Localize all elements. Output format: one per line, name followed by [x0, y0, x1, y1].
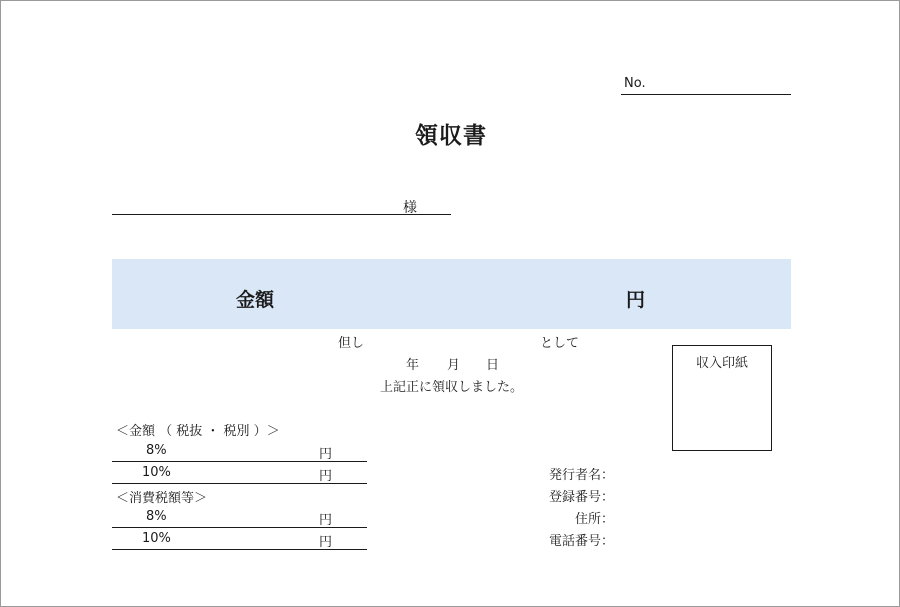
tax-rate-8: 8% — [146, 509, 167, 524]
date-day-label: 日 — [486, 358, 500, 373]
tax-rate-10: 10% — [142, 531, 171, 546]
amount-currency-unit: 円 — [626, 289, 646, 311]
amount-unit-10: 円 — [319, 469, 333, 484]
proviso-prefix: 但し — [338, 336, 365, 351]
receipt-title: 領収書 — [415, 123, 487, 149]
breakdown-amount-header: ＜金額 （ 税抜 ・ 税別 ）＞ — [116, 424, 280, 439]
row-divider — [112, 461, 367, 462]
tax-unit-8: 円 — [319, 513, 333, 528]
row-divider — [112, 549, 367, 550]
amount-rate-10: 10% — [142, 465, 171, 480]
issuer-name-label: 発行者名： — [548, 468, 614, 483]
revenue-stamp-label: 収入印紙 — [695, 356, 748, 371]
address-label: 住所： — [574, 512, 614, 527]
proviso-suffix: として — [540, 336, 580, 351]
breakdown-tax-header: ＜消費税額等＞ — [116, 491, 208, 506]
row-divider — [112, 483, 367, 484]
amount-unit-8: 円 — [319, 447, 333, 462]
receipt-number-field[interactable] — [621, 94, 791, 95]
receipt-number-label: No. — [624, 76, 646, 91]
receipt-confirmation: 上記正に領収しました。 — [380, 380, 524, 395]
date-month-label: 月 — [447, 358, 461, 373]
tax-unit-10: 円 — [319, 535, 333, 550]
amount-rate-8: 8% — [146, 443, 167, 458]
registration-number-label: 登録番号： — [548, 490, 614, 505]
recipient-honorific: 様 — [403, 200, 417, 216]
recipient-name-field[interactable] — [112, 214, 451, 215]
row-divider — [112, 527, 367, 528]
amount-label: 金額 — [236, 289, 275, 311]
date-year-label: 年 — [406, 358, 420, 373]
phone-number-label: 電話番号： — [548, 534, 614, 549]
amount-band — [112, 259, 791, 329]
